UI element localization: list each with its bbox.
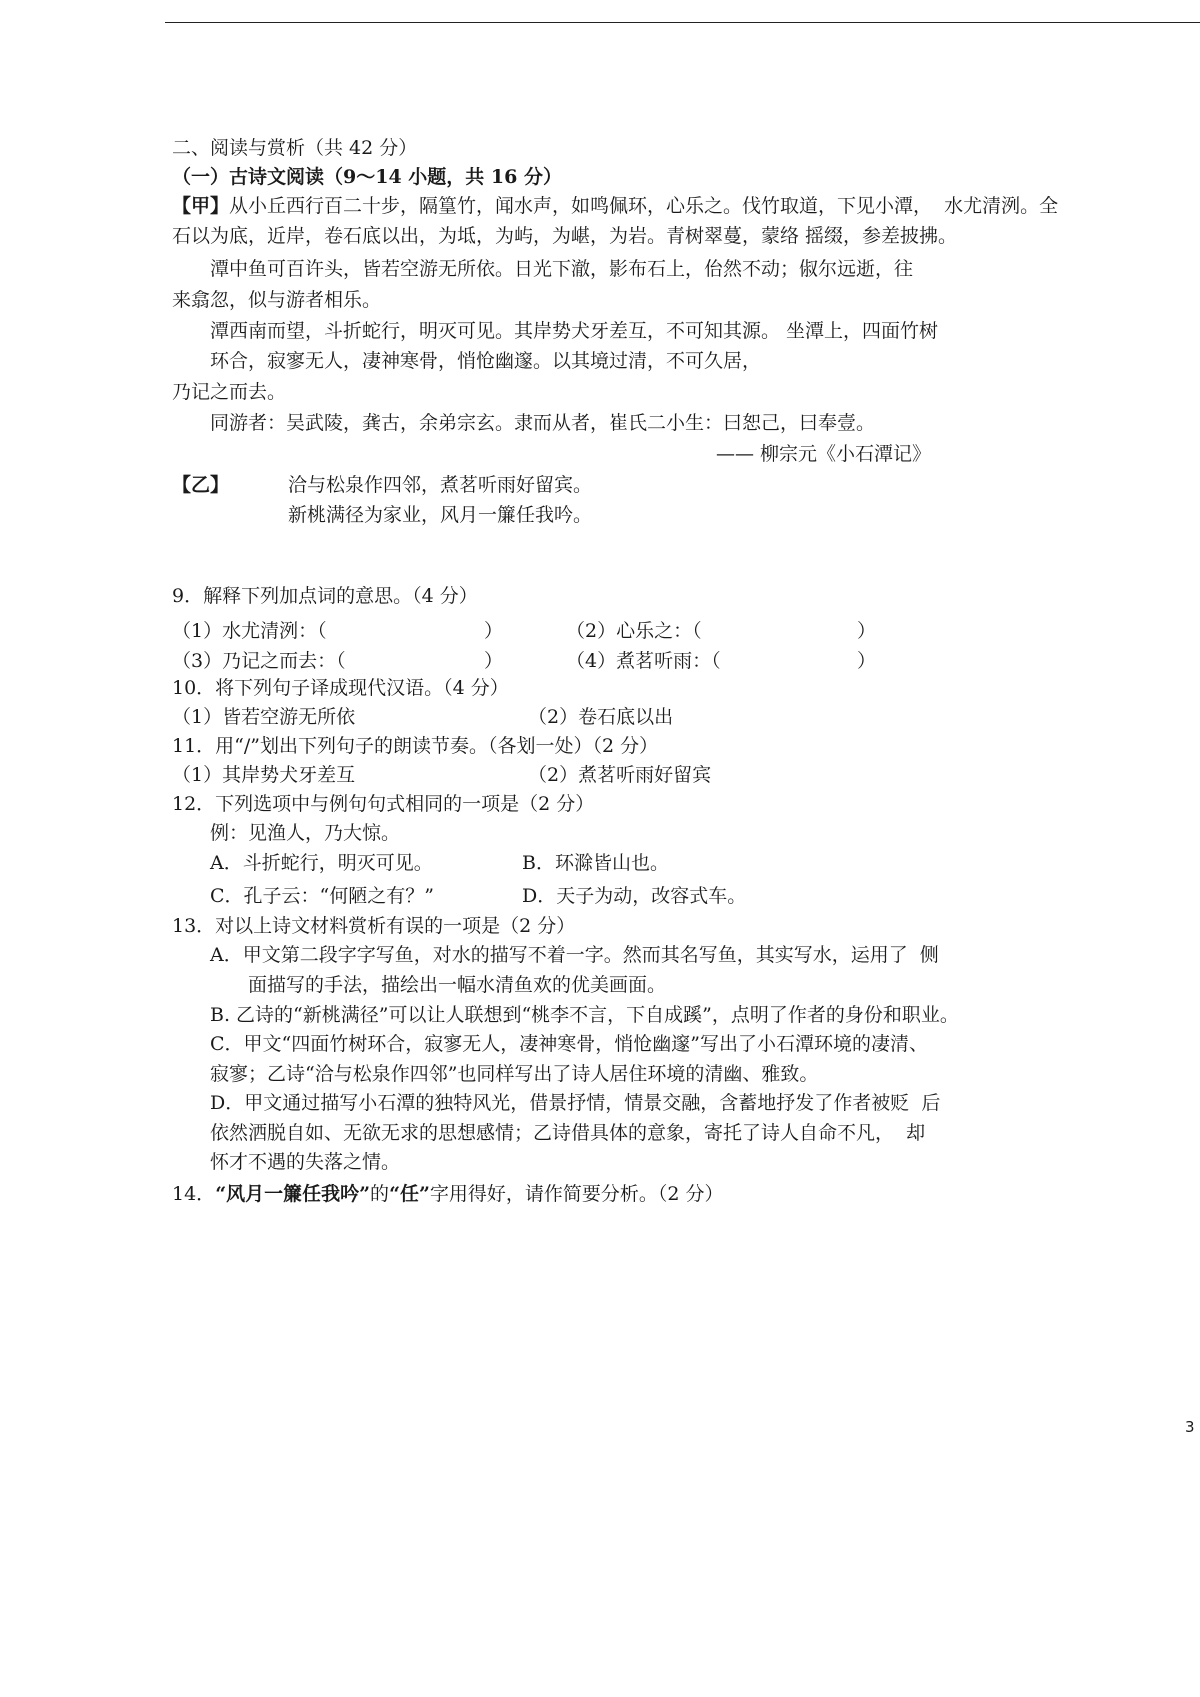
q12-option-a: A．斗折蛇行，明灭可见。 — [210, 852, 433, 874]
q12-example: 例：见渔人，乃大惊。 — [210, 822, 401, 844]
q12-title: 12．下列选项中与例句句式相同的一项是（2 分） — [172, 793, 595, 815]
q9-item-3: （3）乃记之而去：（ — [172, 650, 346, 672]
q10-item-1: （1）皆若空游无所依 — [172, 706, 356, 728]
q13-line-3: B. 乙诗的“新桃满径”可以让人联想到“桃李不言，下自成蹊”，点明了作者的身份和职业。 — [210, 1004, 959, 1026]
passage-jia-line-7: 乃记之而去。 — [172, 381, 287, 403]
passage-jia-line-3: 潭中鱼可百许头，皆若空游无所依。日光下澈，影布石上，佁然不动；俶尔远逝，往 — [210, 258, 914, 280]
q13-line-4: C．甲文“四面竹树环合，寂寥无人，凄神寒骨，悄怆幽邃”写出了小石潭环境的凄清、 — [210, 1033, 928, 1055]
passage-jia-line-4: 来翕忽，似与游者相乐。 — [172, 289, 382, 311]
q9-title: 9．解释下列加点词的意思。（4 分） — [172, 585, 478, 607]
q9-item-2: （2）心乐之：（ — [566, 620, 702, 642]
q13-line-8: 怀才不遇的失落之情。 — [210, 1151, 401, 1173]
passage-jia-line-2: 石以为底，近岸，卷石底以出，为坻，为屿，为嵁，为岩。青树翠蔓，蒙络 摇缀，参差披拂。 — [172, 225, 958, 247]
section-title: 二、阅读与赏析（共 42 分） — [172, 137, 418, 159]
q10-item-2: （2）卷石底以出 — [528, 706, 674, 728]
passage-jia-line-8: 同游者：吴武陵，龚古，余弟宗玄。隶而从者，崔氏二小生：曰恕己，曰奉壹。 — [210, 412, 876, 434]
top-rule — [165, 22, 1200, 23]
q11-title: 11．用“/”划出下列句子的朗读节奏。（各划一处）（2 分） — [172, 735, 659, 757]
q12-option-b: B．环滁皆山也。 — [522, 852, 669, 874]
q10-title: 10．将下列句子译成现代汉语。（4 分） — [172, 677, 509, 699]
passage-jia-line-5: 潭西南而望，斗折蛇行，明灭可见。其岸势犬牙差互，不可知其源。 坐潭上，四面竹树 — [210, 320, 939, 342]
passage-jia-source: —— 柳宗元《小石潭记》 — [716, 443, 932, 465]
q13-line-2: 面描写的手法，描绘出一幅水清鱼欢的优美画面。 — [248, 974, 667, 996]
q13-line-7: 依然洒脱自如、无欲无求的思想感情；乙诗借具体的意象，寄托了诗人自命不凡， 却 — [210, 1122, 926, 1144]
q9-item-3-close: ） — [484, 650, 504, 672]
passage-jia-label: 【甲】 — [172, 195, 230, 217]
q9-item-4: （4）煮茗听雨：（ — [566, 650, 721, 672]
passage-jia-line-1: 【甲】从小丘西行百二十步，隔篁竹，闻水声，如鸣佩环，心乐之。伐竹取道，下见小潭， 水尤清洌。全 — [172, 195, 1059, 217]
passage-yi-line-1: 洽与松泉作四邻，煮茗听雨好留宾。 — [288, 474, 593, 496]
q11-item-1: （1）其岸势犬牙差互 — [172, 764, 356, 786]
passage-yi-label: 【乙】 — [172, 474, 230, 496]
q12-option-c: C．孔子云：“何陋之有？” — [210, 885, 434, 907]
q14-title: 14．“风月一簾任我吟”的“任”字用得好，请作简要分析。（2 分） — [172, 1183, 724, 1205]
q13-line-5: 寂寥；乙诗“洽与松泉作四邻”也同样写出了诗人居住环境的清幽、雅致。 — [210, 1063, 819, 1085]
q9-item-2-close: ） — [857, 620, 877, 642]
q11-item-2: （2）煮茗听雨好留宾 — [528, 764, 712, 786]
q12-option-d: D．天子为动，改容式车。 — [522, 885, 747, 907]
page-number: 3 — [1185, 1418, 1195, 1436]
q13-title: 13．对以上诗文材料赏析有误的一项是（2 分） — [172, 915, 576, 937]
passage-yi-line-2: 新桃满径为家业，风月一簾任我吟。 — [288, 504, 593, 526]
q9-item-4-close: ） — [857, 650, 877, 672]
q9-item-1-close: ） — [484, 620, 504, 642]
subsection-title: （一）古诗文阅读（9～14 小题，共 16 分） — [172, 166, 562, 188]
passage-jia-line-6: 环合，寂寥无人，凄神寒骨，悄怆幽邃。以其境过清，不可久居， — [210, 350, 762, 372]
q13-line-1: A．甲文第二段字字写鱼，对水的描写不着一字。然而其名写鱼，其实写水，运用了 侧 — [210, 944, 939, 966]
q13-line-6: D．甲文通过描写小石潭的独特风光，借景抒情，情景交融，含蓄地抒发了作者被贬 后 — [210, 1092, 941, 1114]
q9-item-1: （1）水尤清洌：（ — [172, 620, 327, 642]
